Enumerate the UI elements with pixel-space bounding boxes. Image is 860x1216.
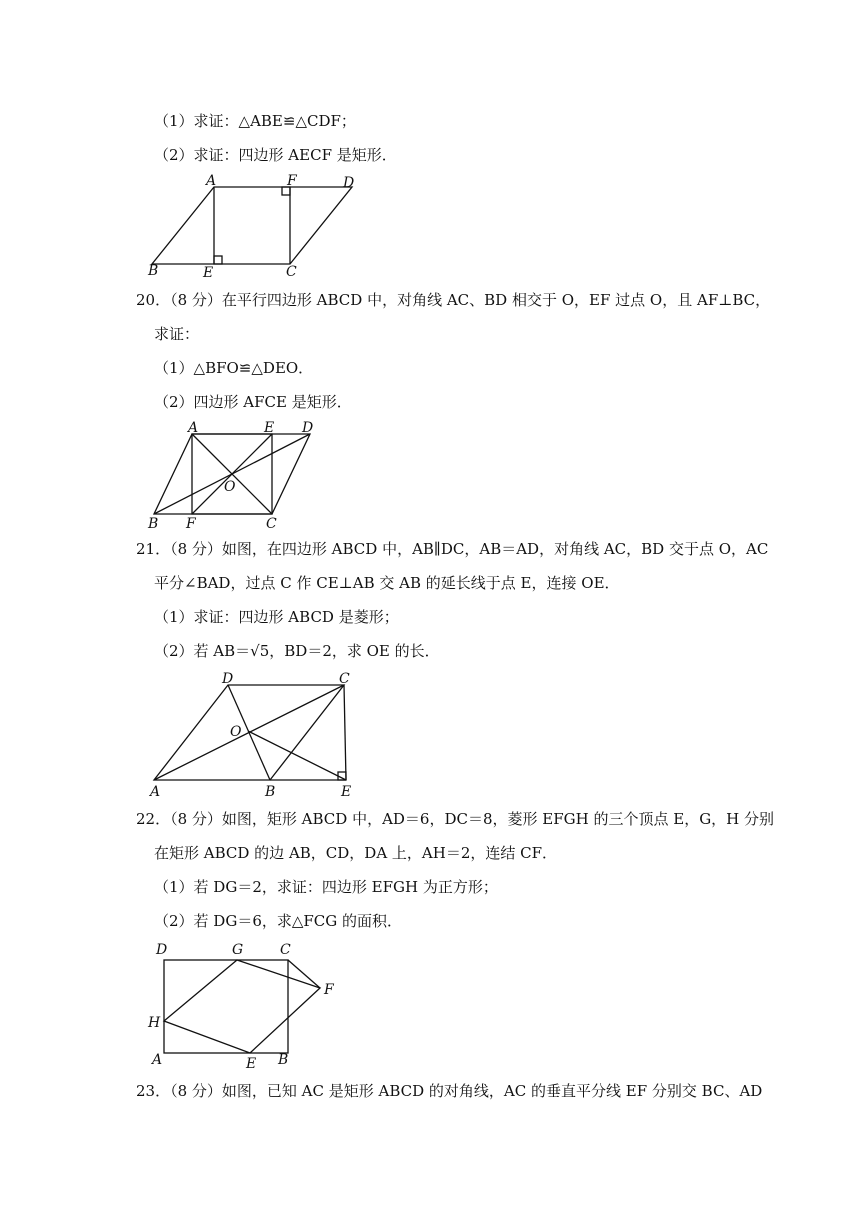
label-D: D — [302, 420, 314, 436]
label-H: H — [148, 1015, 161, 1031]
figure-22 — [140, 936, 350, 1072]
label-D: D — [222, 671, 234, 687]
label-F: F — [324, 982, 334, 998]
label-A: A — [150, 784, 161, 800]
q21-stem-cont: 平分∠BAD，过点 C 作 CE⊥AB 交 AB 的延长线于点 E，连接 OE． — [154, 574, 620, 592]
q19-part2: （2）求证：四边形 AECF 是矩形． — [154, 146, 397, 164]
q20-stem-cont: 求证： — [154, 325, 200, 343]
label-B: B — [278, 1052, 289, 1068]
figure-20 — [140, 416, 330, 532]
q21-stem: 21．（8 分）如图，在四边形 ABCD 中，AB∥DC，AB＝AD，对角线 AC，BD 交于点 O，AC — [136, 540, 769, 558]
label-O: O — [230, 724, 242, 740]
label-D: D — [156, 942, 168, 958]
q19-part1: （1）求证：△ABE≌△CDF； — [154, 112, 356, 130]
label-G: G — [232, 942, 244, 958]
label-A: A — [188, 420, 199, 436]
label-C: C — [266, 516, 277, 532]
q22-stem-cont: 在矩形 ABCD 的边 AB，CD，DA 上，AH＝2，连结 CF． — [154, 844, 558, 862]
label-E: E — [246, 1056, 257, 1072]
label-E: E — [264, 420, 275, 436]
label-A: A — [152, 1052, 163, 1068]
q20-part1: （1）△BFO≌△DEO． — [154, 359, 314, 377]
label-E: E — [341, 784, 352, 800]
label-F: F — [186, 516, 196, 532]
q20-stem: 20．（8 分）在平行四边形 ABCD 中，对角线 AC、BD 相交于 O，EF 过点 O，且 AF⊥BC， — [136, 291, 771, 309]
q23-stem: 23．（8 分）如图，已知 AC 是矩形 ABCD 的对角线，AC 的垂直平分线 EF 分别交 BC、AD — [136, 1082, 763, 1100]
label-C: C — [286, 264, 297, 280]
q22-part2: （2）若 DG＝6，求△FCG 的面积． — [154, 912, 403, 930]
q22-part1: （1）若 DG＝2，求证：四边形 EFGH 为正方形； — [154, 878, 498, 896]
q21-part2: （2）若 AB＝√5，BD＝2，求 OE 的长． — [154, 642, 440, 660]
label-O: O — [224, 479, 236, 495]
label-D: D — [343, 175, 355, 191]
figure-19 — [140, 170, 370, 282]
label-E: E — [203, 265, 214, 281]
label-A: A — [206, 173, 217, 189]
label-F: F — [287, 173, 297, 189]
q20-part2: （2）四边形 AFCE 是矩形． — [154, 393, 352, 411]
label-B: B — [265, 784, 276, 800]
label-B: B — [148, 263, 159, 279]
label-B: B — [148, 516, 159, 532]
label-C: C — [339, 671, 350, 687]
label-C: C — [280, 942, 291, 958]
q21-part1: （1）求证：四边形 ABCD 是菱形； — [154, 608, 399, 626]
q22-stem: 22．（8 分）如图，矩形 ABCD 中，AD＝6，DC＝8，菱形 EFGH 的三个顶点 E，G，H 分别 — [136, 810, 775, 828]
figure-21 — [140, 666, 370, 802]
